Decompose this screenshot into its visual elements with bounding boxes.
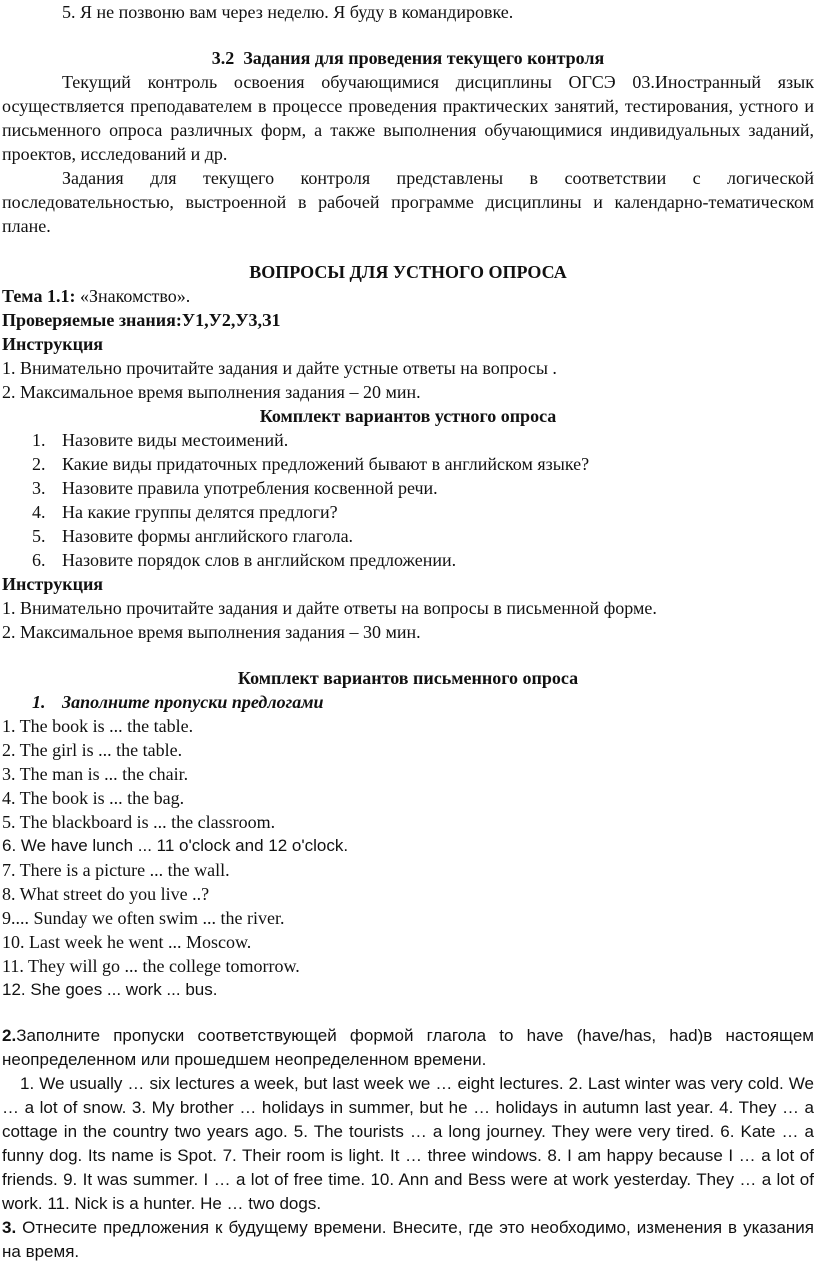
oral-instruction-label: Инструкция — [2, 334, 104, 354]
task1-title: 1. Заполните пропуски предлогами — [32, 692, 324, 712]
previous-task-line: 5. Я не позвоню вам через неделю. Я буду в командировке. — [62, 2, 514, 22]
section-paragraph-2: Задания для текущего контроля представлены в соответствии с логической последовательностью, выстроенной в рабочей программе дисциплины и календарно-тематическом плане. — [2, 168, 814, 236]
task1-item: 12. She goes ... work ... bus. — [2, 980, 218, 999]
section-heading — [2, 46, 814, 70]
task1-item: 1. The book is ... the table. — [2, 716, 194, 736]
topic-label: Тема 1.1: — [2, 286, 76, 306]
oral-question: 2. Какие виды придаточных предложений бывают в английском языке? — [32, 454, 590, 474]
task1-item: 3. The man is ... the chair. — [2, 764, 189, 784]
written-instruction-2: 2. Максимальное время выполнения задания – 30 мин. — [2, 622, 421, 642]
oral-heading: ВОПРОСЫ ДЛЯ УСТНОГО ОПРОСА — [249, 262, 567, 282]
oral-question: 6. Назовите порядок слов в английском предложении. — [32, 550, 457, 570]
oral-instruction-2: 2. Максимальное время выполнения задания – 20 мин. — [2, 382, 421, 402]
task2-text: 1. We usually … six lectures a week, but last week we … eight lectures. 2. Last winter was very cold. We … a lot of snow. 3. My brother … holidays in summer, but he … holidays in autumn last year. 4. They … a cottage in the country two years ago. 5. The tourists … a long journey. They were very tired. 6. Kate … a funny dog. Its name is Spot. 7. Their room is light. It … three windows. 8. I am happy because I … a lot of friends. 9. It was summer. I … a lot of free time. 10. Ann and Bess were at work yesterday. They … a lot of work. 11. Nick is a hunter. He … two dogs. — [2, 1074, 814, 1213]
knowledge-line: Проверяемые знания:У1,У2,У3,З1 — [2, 310, 281, 330]
section-title: Задания для проведения текущего контроля — [243, 48, 605, 68]
task1-item: 9.... Sunday we often swim ... the river. — [2, 908, 285, 928]
task1-item: 7. There is a picture ... the wall. — [2, 860, 230, 880]
task2-title: 2.Заполните пропуски соответствующей формой глагола to have (have/has, had)в настоящем неопределенном или прошедшем неопределенном времени. — [2, 1026, 814, 1069]
oral-question: 3. Назовите правила употребления косвенной речи. — [32, 478, 438, 498]
oral-instruction-1: 1. Внимательно прочитайте задания и дайте устные ответы на вопросы . — [2, 358, 557, 378]
topic-value: «Знакомство». — [75, 286, 191, 306]
task3-title: 3. Отнесите предложения к будущему времени. Внесите, где это необходимо, изменения в указания на время. — [2, 1218, 814, 1261]
task1-item: 8. What street do you live ..? — [2, 884, 210, 904]
task1-items — [2, 714, 814, 1002]
task1-item: 6. We have lunch ... 11 o'clock and 12 o'clock. — [2, 836, 349, 855]
section-number: 3.2 — [211, 48, 235, 68]
written-set-title: Комплект вариантов письменного опроса — [237, 668, 579, 688]
task1-item: 4. The book is ... the bag. — [2, 788, 185, 808]
task1-item: 10. Last week he went ... Moscow. — [2, 932, 252, 952]
oral-question: 4. На какие группы делятся предлоги? — [32, 502, 338, 522]
oral-questions-list — [2, 428, 814, 572]
written-instruction-1: 1. Внимательно прочитайте задания и дайте ответы на вопросы в письменной форме. — [2, 598, 657, 618]
section-paragraph-1: Текущий контроль освоения обучающимися дисциплины ОГСЭ 03.Иностранный язык осуществляется преподавателем в процессе проведения практических занятий, тестирования, устного и письменного опроса различных форм, а также выполнения обучающимися индивидуальных заданий, проектов, исследований и др. — [2, 72, 814, 164]
task1-item: 2. The girl is ... the table. — [2, 740, 183, 760]
task1-item: 11. They will go ... the college tomorrow. — [2, 956, 300, 976]
oral-question: 5. Назовите формы английского глагола. — [32, 526, 354, 546]
oral-set-title: Комплект вариантов устного опроса — [259, 406, 557, 426]
written-instruction-label: Инструкция — [2, 574, 104, 594]
topic-line — [2, 284, 814, 308]
oral-question: 1. Назовите виды местоимений. — [32, 430, 289, 450]
task1-item: 5. The blackboard is ... the classroom. — [2, 812, 276, 832]
